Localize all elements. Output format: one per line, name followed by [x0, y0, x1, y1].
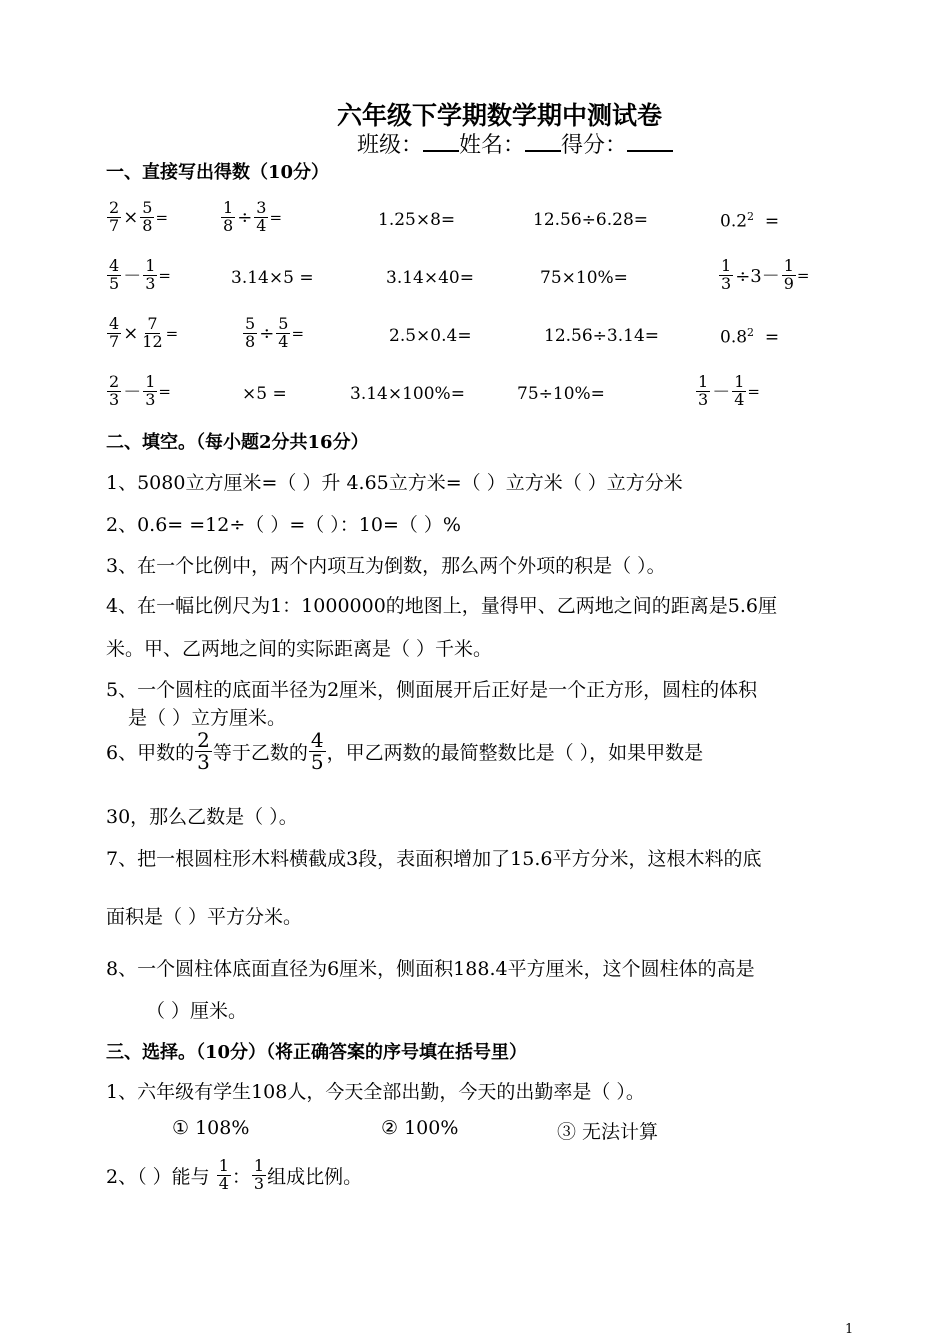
fill-q3: 3、在一个比例中，两个内项互为倒数，那么两个外项的积是（ ）。	[106, 555, 666, 577]
name-blank[interactable]	[525, 132, 561, 152]
choice-q1-option-1: ① 108%	[172, 1117, 250, 1139]
fill-q6-line2: 30，那么乙数是（ ）。	[106, 806, 298, 828]
section-1-heading: 一、直接写出得数（10分）	[106, 162, 330, 183]
section-3-heading: 三、选择。（10分）（将正确答案的序号填在括号里）	[106, 1042, 528, 1063]
calc-r1-c5: $0.2^2$ =	[720, 210, 780, 232]
fill-q8-line1: 8、一个圆柱体底面直径为6厘米，侧面积188.4平方厘米，这个圆柱体的高是	[106, 958, 755, 980]
fill-q2: 2、0.6= =12÷（ ）=（ ）：10=（ ）%	[106, 514, 461, 536]
calc-r1-c2: $\frac{1}{8}$ ÷ $\frac{3}{4}$ =	[223, 198, 283, 235]
calc-r3-c1: $\frac{4}{7}$ × $\frac{7}{12}$ =	[109, 314, 179, 351]
calc-r4-c1: $\frac{2}{3}$ － $\frac{1}{3}$ =	[109, 372, 171, 409]
calc-r2-c4: 75×10%=	[540, 268, 628, 288]
fill-q5-line2: 是（ ）立方厘米。	[128, 707, 287, 729]
calc-r2-c2: 3.14×5 =	[231, 268, 314, 288]
page-title: 六年级下学期数学期中测试卷	[337, 101, 663, 130]
choice-q1: 1、六年级有学生108人，今天全部出勤，今天的出勤率是（ ）。	[106, 1081, 645, 1103]
fill-q1: 1、5080立方厘米=（ ）升 4.65立方米=（ ）立方米（ ）立方分米	[106, 472, 683, 494]
calc-r3-c5: $0.8^2$ =	[720, 326, 780, 348]
score-label: 得分：	[561, 133, 628, 158]
class-blank[interactable]	[423, 132, 459, 152]
calc-r3-c3: 2.5×0.4=	[389, 326, 472, 346]
calc-r4-c2: ×5 =	[242, 384, 287, 404]
calc-r2-c5: $\frac{1}{3}$ ÷3－ $\frac{1}{9}$ =	[721, 256, 810, 293]
calc-r2-c1: $\frac{4}{5}$ － $\frac{1}{3}$ =	[109, 256, 171, 293]
calc-r4-c3: 3.14×100%=	[350, 384, 465, 404]
score-blank[interactable]	[627, 132, 673, 152]
name-label: 姓名：	[459, 133, 526, 158]
fill-q7-line1: 7、把一根圆柱形木料横截成3段，表面积增加了15.6平方分米，这根木料的底	[106, 848, 762, 870]
calc-r4-c4: 75÷10%=	[517, 384, 605, 404]
calc-r3-c4: 12.56÷3.14=	[544, 326, 660, 346]
calc-r1-c4: 12.56÷6.28=	[533, 210, 649, 230]
calc-r3-c2: $\frac{5}{8}$ ÷ $\frac{5}{4}$ =	[245, 314, 305, 351]
fill-q8-line2: （ ）厘米。	[146, 1000, 248, 1022]
page-number: 1	[845, 1322, 854, 1337]
choice-q1-option-2: ② 100%	[381, 1117, 459, 1139]
calc-r2-c3: 3.14×40=	[386, 268, 474, 288]
section-2-heading: 二、填空。（每小题2分共16分）	[106, 432, 369, 453]
fill-q7-line2: 面积是（ ）平方分米。	[106, 906, 303, 928]
calc-r1-c3: 1.25×8=	[378, 210, 456, 230]
choice-q1-option-3: ③ 无法计算	[557, 1121, 659, 1143]
choice-q2: 2、（ ）能与 $\frac{1}{4}$ ： $\frac{1}{3}$ 组成比例。	[106, 1156, 363, 1193]
calc-r4-c5: $\frac{1}{3}$ － $\frac{1}{4}$ =	[698, 372, 760, 409]
calc-r1-c1: $\frac{2}{7}$ × $\frac{5}{8}$ =	[109, 198, 169, 235]
fill-q4-line2: 米。甲、乙两地之间的实际距离是（ ）千米。	[106, 638, 493, 660]
fill-q4-line1: 4、在一幅比例尺为1：1000000的地图上，量得甲、乙两地之间的距离是5.6厘	[106, 595, 778, 617]
fill-q5-line1: 5、一个圆柱的底面半径为2厘米，侧面展开后正好是一个正方形，圆柱的体积	[106, 679, 758, 701]
class-label: 班级：	[357, 133, 424, 158]
student-info-line	[357, 128, 673, 159]
fill-q6-line1: 6、甲数的 $\frac{2}{3}$ 等于乙数的 $\frac{4}{5}$ ，甲乙两数的最简整数比是（ ），如果甲数是	[106, 728, 704, 774]
